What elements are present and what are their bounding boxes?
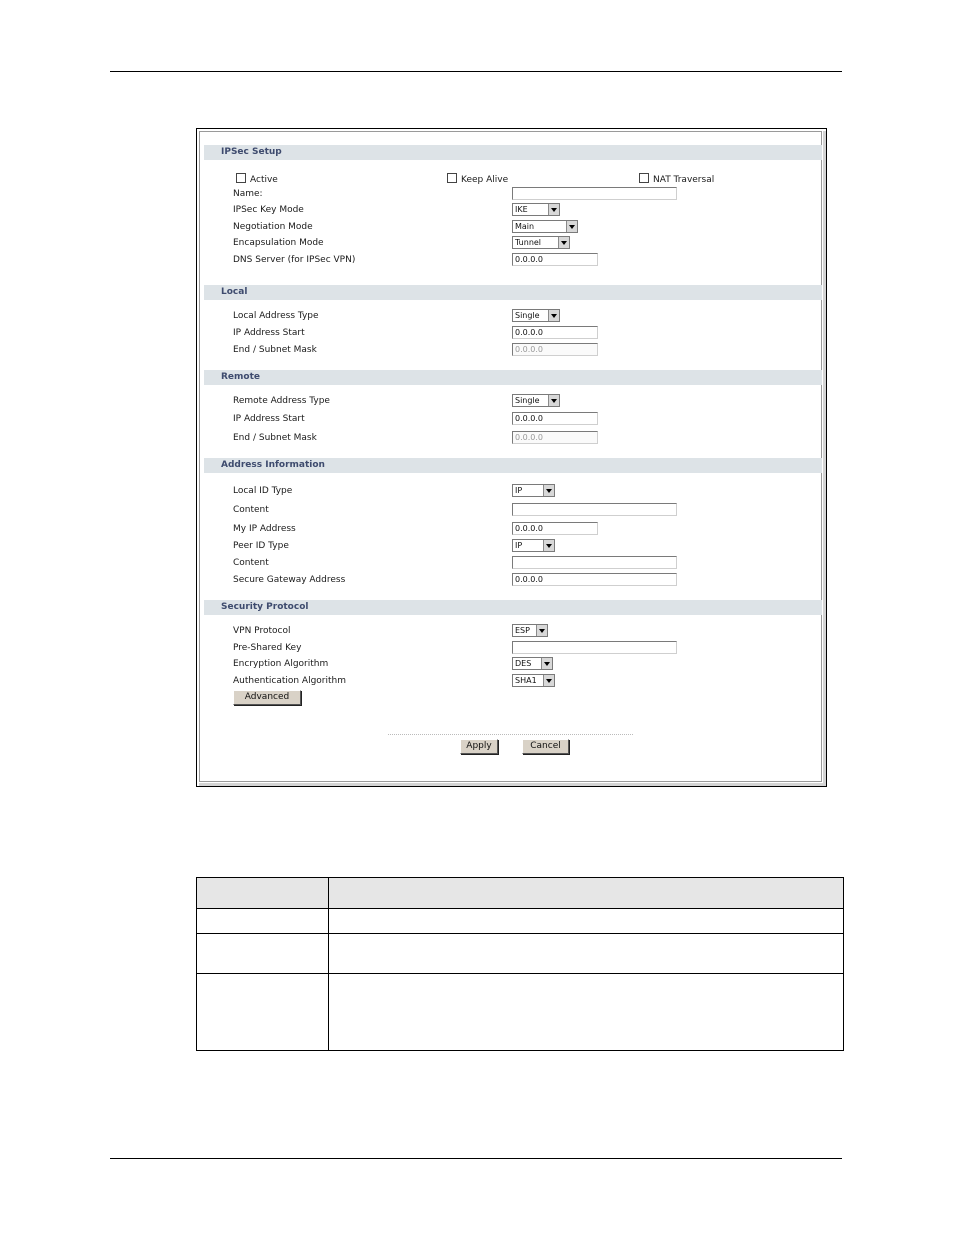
- page-header-rule: [110, 71, 842, 72]
- nat-traversal-label: NAT Traversal: [653, 175, 715, 185]
- apply-button[interactable]: Apply: [460, 739, 498, 754]
- chevron-down-icon[interactable]: [543, 485, 554, 496]
- negotiation-select[interactable]: [512, 220, 578, 233]
- chevron-down-icon[interactable]: [558, 237, 569, 248]
- encapsulation-select[interactable]: [512, 236, 570, 249]
- chevron-down-icon[interactable]: [541, 658, 552, 669]
- chevron-down-icon[interactable]: [543, 540, 554, 551]
- auth-value: SHA1: [515, 676, 537, 685]
- nat-traversal-checkbox[interactable]: [639, 173, 649, 183]
- psk-label: Pre-Shared Key: [233, 643, 302, 653]
- table-cell: [197, 909, 329, 934]
- remote-address-type-label: Remote Address Type: [233, 396, 330, 406]
- table-row: [197, 974, 844, 1051]
- chevron-down-icon[interactable]: [548, 310, 559, 321]
- table-header-cell: [329, 878, 844, 909]
- table-row: [197, 934, 844, 974]
- auth-label: Authentication Algorithm: [233, 676, 347, 686]
- local-id-type-select[interactable]: [512, 484, 555, 497]
- cancel-button[interactable]: Cancel: [522, 739, 569, 754]
- dns-label: DNS Server (for IPSec VPN): [233, 255, 356, 265]
- local-content-input[interactable]: [512, 503, 677, 516]
- local-content-label: Content: [233, 505, 269, 515]
- remote-end-mask-input[interactable]: 0.0.0.0: [512, 431, 598, 444]
- keep-alive-label: Keep Alive: [461, 175, 509, 185]
- remote-end-mask-label: End / Subnet Mask: [233, 433, 317, 443]
- active-label: Active: [250, 175, 278, 185]
- local-id-type-value: IP: [515, 486, 523, 495]
- table-cell: [197, 974, 329, 1051]
- section-remote: Remote: [204, 370, 822, 385]
- section-local: Local: [204, 285, 822, 300]
- local-address-type-label: Local Address Type: [233, 311, 319, 321]
- encryption-value: DES: [515, 659, 532, 668]
- chevron-down-icon[interactable]: [536, 625, 547, 636]
- auth-select[interactable]: [512, 674, 555, 687]
- encryption-label: Encryption Algorithm: [233, 659, 329, 669]
- chevron-down-icon[interactable]: [566, 221, 577, 232]
- section-address-information: Address Information: [204, 458, 822, 473]
- encapsulation-label: Encapsulation Mode: [233, 238, 324, 248]
- table-cell: [329, 934, 844, 974]
- active-checkbox-row[interactable]: [236, 173, 278, 186]
- negotiation-value: Main: [515, 222, 535, 231]
- advanced-button[interactable]: Advanced: [233, 690, 301, 705]
- section-ipsec-setup: IPSec Setup: [204, 145, 822, 160]
- remote-ip-start-label: IP Address Start: [233, 414, 305, 424]
- table-cell: [197, 934, 329, 974]
- vpn-protocol-select[interactable]: [512, 624, 548, 637]
- psk-input[interactable]: [512, 641, 677, 654]
- local-address-type-select[interactable]: [512, 309, 560, 322]
- key-mode-select[interactable]: [512, 203, 560, 216]
- vpn-protocol-label: VPN Protocol: [233, 626, 291, 636]
- table-header-cell: [197, 878, 329, 909]
- frame-shadow-right: [823, 131, 826, 786]
- peer-content-input[interactable]: [512, 556, 677, 569]
- key-mode-label: IPSec Key Mode: [233, 205, 304, 215]
- remote-address-type-value: Single: [515, 396, 540, 405]
- local-ip-start-input[interactable]: 0.0.0.0: [512, 326, 598, 339]
- remote-ip-start-input[interactable]: 0.0.0.0: [512, 412, 598, 425]
- keep-alive-checkbox[interactable]: [447, 173, 457, 183]
- local-id-type-label: Local ID Type: [233, 486, 293, 496]
- chevron-down-icon[interactable]: [548, 204, 559, 215]
- negotiation-label: Negotiation Mode: [233, 222, 313, 232]
- divider-dotted: [388, 734, 633, 735]
- table-header-row: [197, 878, 844, 909]
- my-ip-input[interactable]: 0.0.0.0: [512, 522, 598, 535]
- peer-id-type-value: IP: [515, 541, 523, 550]
- nat-traversal-checkbox-row[interactable]: [639, 173, 714, 186]
- table-cell: [329, 974, 844, 1051]
- peer-id-type-label: Peer ID Type: [233, 541, 289, 551]
- vpn-protocol-value: ESP: [515, 626, 530, 635]
- dns-input[interactable]: 0.0.0.0: [512, 253, 598, 266]
- name-input[interactable]: [512, 187, 677, 200]
- local-address-type-value: Single: [515, 311, 540, 320]
- key-mode-value: IKE: [515, 205, 528, 214]
- remote-address-type-select[interactable]: [512, 394, 560, 407]
- local-end-mask-input[interactable]: 0.0.0.0: [512, 343, 598, 356]
- description-table: [196, 877, 844, 1051]
- chevron-down-icon[interactable]: [548, 395, 559, 406]
- encapsulation-value: Tunnel: [515, 238, 542, 247]
- encryption-select[interactable]: [512, 657, 553, 670]
- keep-alive-checkbox-row[interactable]: [447, 173, 508, 186]
- local-ip-start-label: IP Address Start: [233, 328, 305, 338]
- active-checkbox[interactable]: [236, 173, 246, 183]
- table-cell: [329, 909, 844, 934]
- gateway-input[interactable]: 0.0.0.0: [512, 573, 677, 586]
- gateway-label: Secure Gateway Address: [233, 575, 346, 585]
- chevron-down-icon[interactable]: [543, 675, 554, 686]
- peer-id-type-select[interactable]: [512, 539, 555, 552]
- page-footer-rule: [110, 1158, 842, 1159]
- section-security-protocol: Security Protocol: [204, 600, 822, 615]
- frame-shadow-bottom: [199, 783, 826, 786]
- name-label: Name:: [233, 189, 263, 199]
- table-row: [197, 909, 844, 934]
- peer-content-label: Content: [233, 558, 269, 568]
- local-end-mask-label: End / Subnet Mask: [233, 345, 317, 355]
- my-ip-label: My IP Address: [233, 524, 296, 534]
